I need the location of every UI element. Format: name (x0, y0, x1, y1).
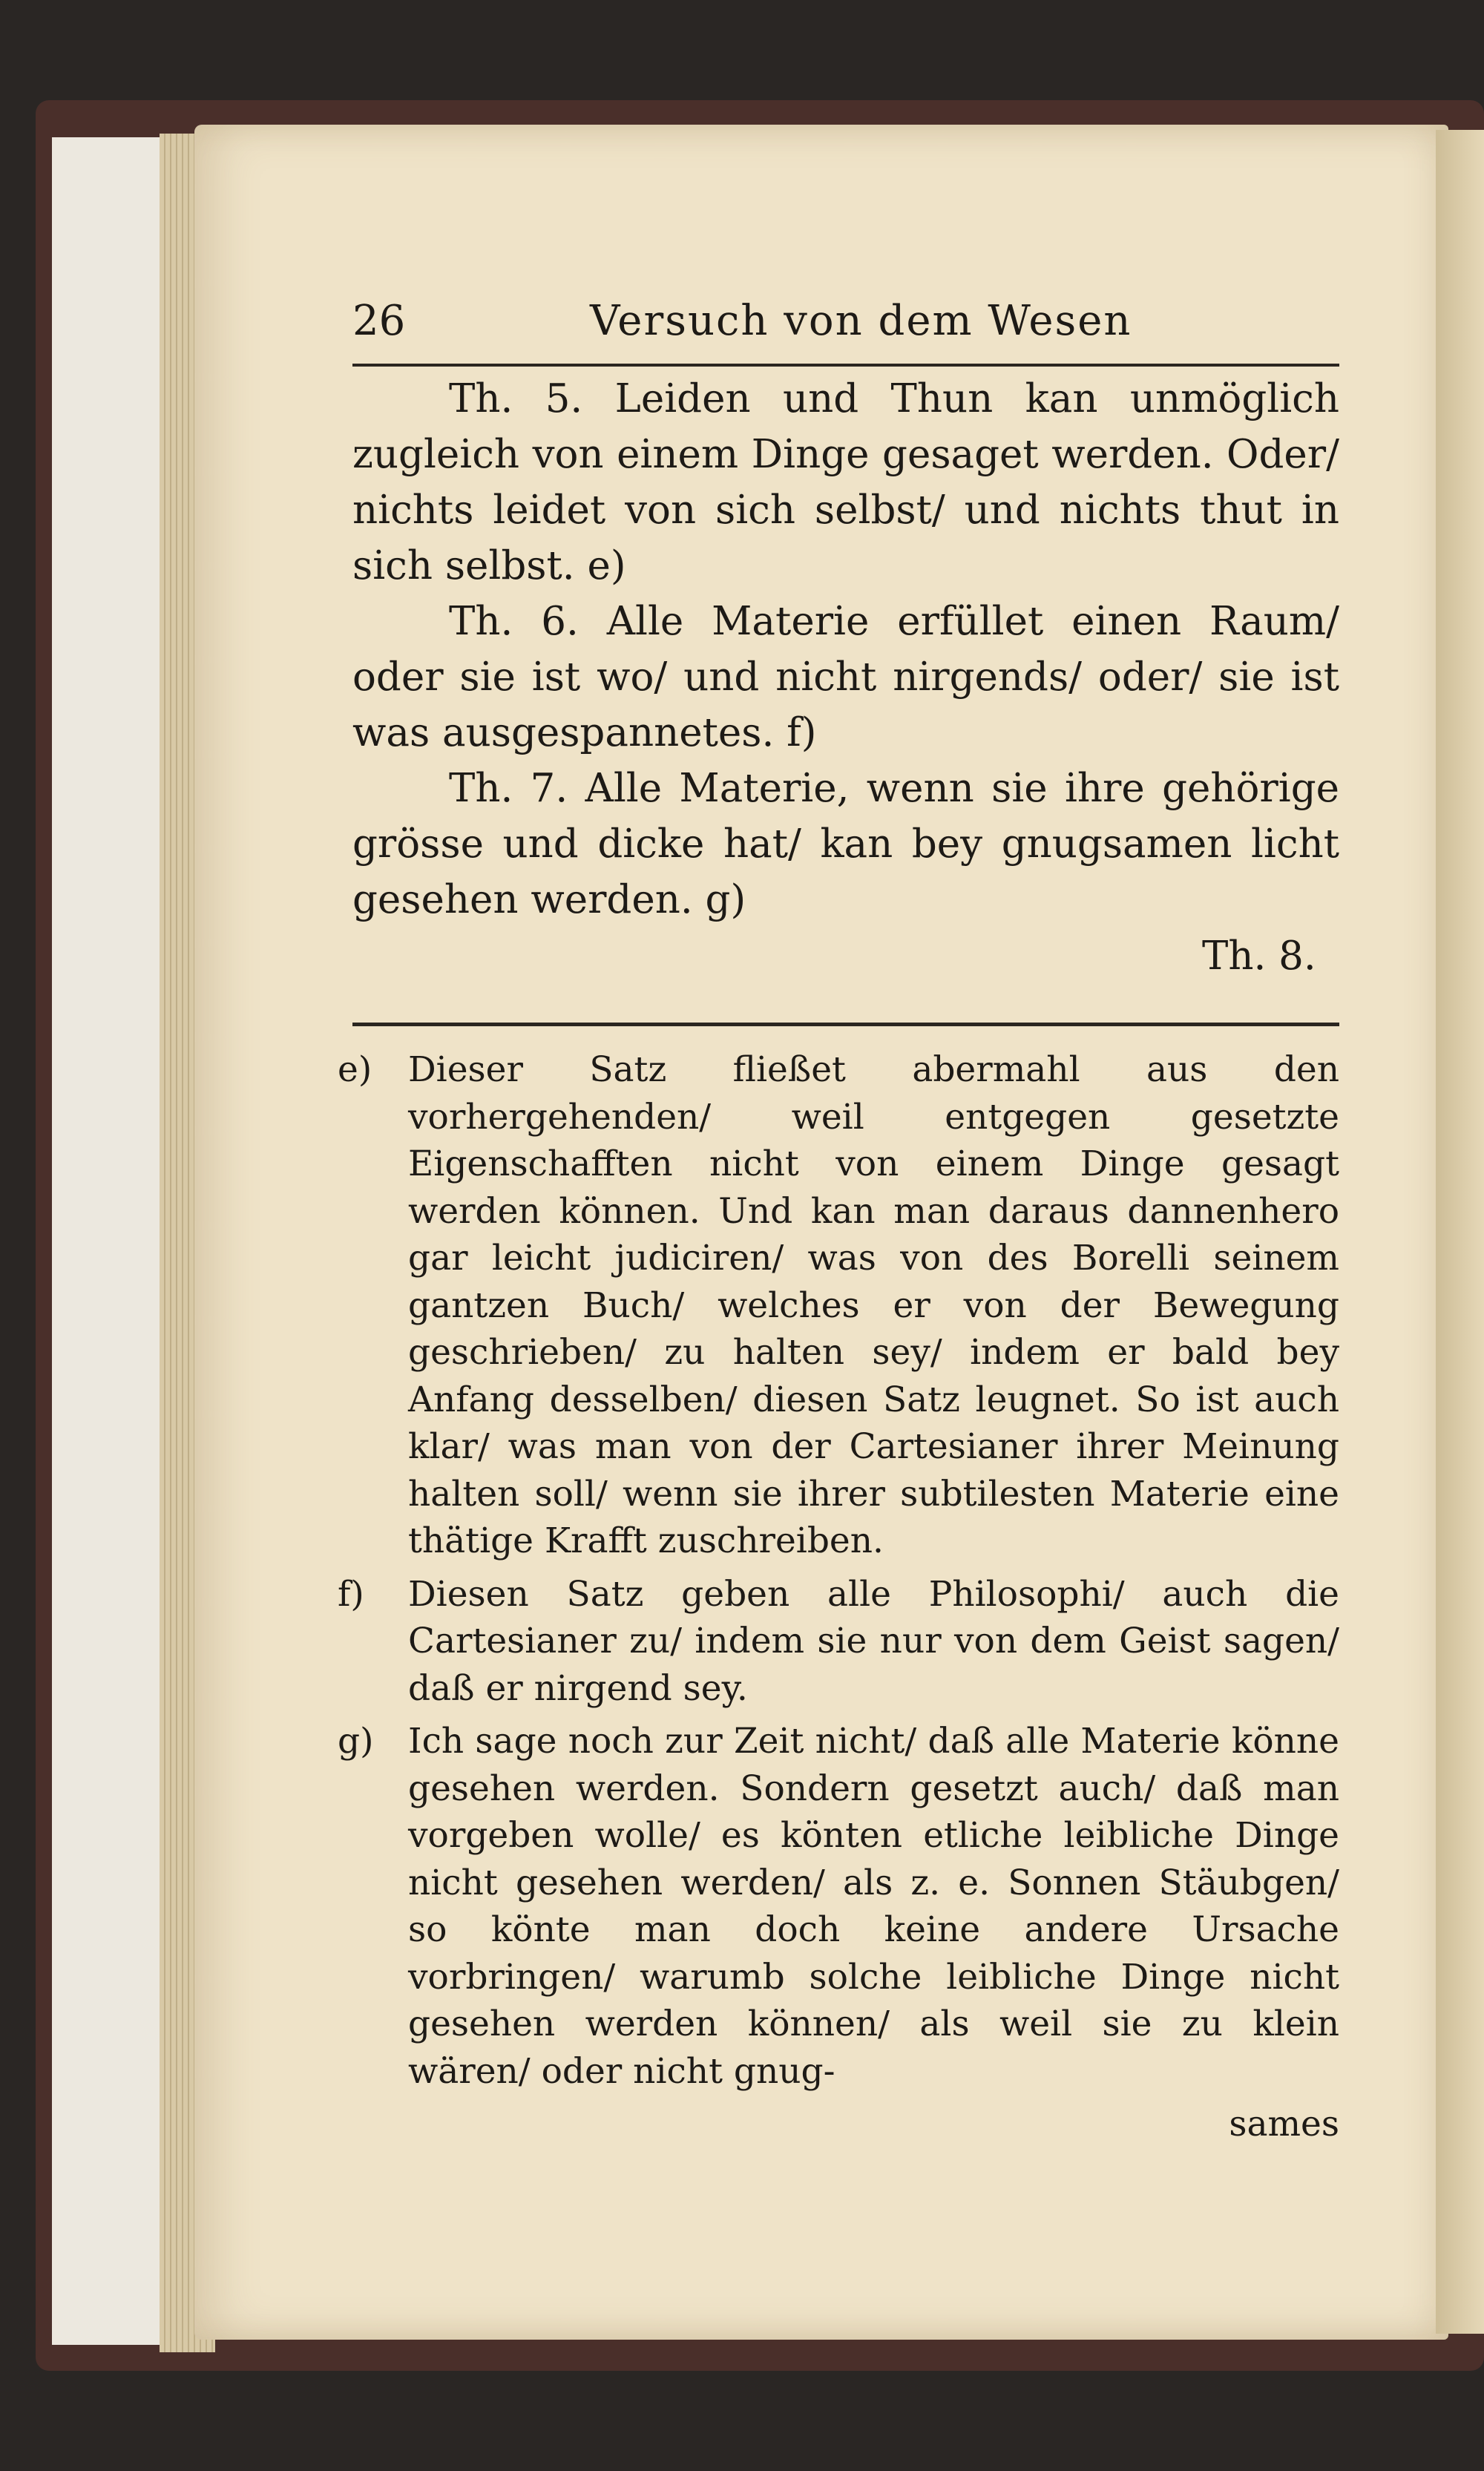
footnote-text: Ich sage noch zur Zeit nicht/ daß alle Materie könne gesehen werden. Sondern gesetzt auch/ daß man vorgeben wolle/ es könten etliche leibliche Dinge nicht gesehen werden/ als z. e. Sonnen Stäubgen/ so könte man doch keine andere Ursache vorbringen/ warumb solche leibliche Dinge nicht gesehen werden können/ als weil sie zu klein wären/ oder nicht gnug- (408, 1721, 1339, 2092)
running-title: Versuch von dem Wesen (590, 297, 1132, 345)
header-rule (352, 364, 1339, 367)
footnote-text: Diesen Satz geben alle Philosophi/ auch die Cartesianer zu/ indem sie nur von dem Geist sagen/ daß er nirgend sey. (408, 1573, 1339, 1709)
thesis-7: Th. 7. Alle Materie, wenn sie ihre gehörige grösse und dicke hat/ kan bey gnugsamen licht gesehen werden. g) (352, 766, 1339, 922)
footnote-rule (352, 1023, 1339, 1026)
footnote-g (338, 1718, 1339, 2095)
running-header (352, 297, 1339, 356)
thesis-6: Th. 6. Alle Materie erfüllet einen Raum/ oder sie ist wo/ und nicht nirgends/ oder/ sie ist was ausgespannetes. f) (352, 599, 1339, 755)
footnote-mark: f) (338, 1573, 364, 1615)
footnote-e (338, 1046, 1339, 1565)
flyleaf (52, 137, 163, 2345)
footnote-mark: g) (338, 1721, 374, 1762)
footnotes (338, 1046, 1339, 2148)
main-text (352, 371, 1339, 928)
footnote-f (338, 1571, 1339, 1713)
thesis-5: Th. 5. Leiden und Thun kan unmöglich zugleich von einem Dinge gesaget werden. Oder/ nichts leidet von sich selbst/ und nichts thut in sich selbst. e) (352, 376, 1339, 588)
facing-page-edge (1436, 130, 1484, 2334)
page-number: 26 (352, 297, 406, 345)
page-end-catchword: sames (1229, 2104, 1339, 2145)
catchword: Th. 8. (1202, 933, 1316, 979)
footnote-mark: e) (338, 1049, 372, 1090)
footnote-text: Dieser Satz fließet abermahl aus den vorhergehenden/ weil entgegen gesetzte Eigenschafften nicht von einem Dinge gesagt werden können. Und kan man daraus dannenhero gar leicht judiciren/ was von des Borelli seinem gantzen Buch/ welches er von der Bewegung geschrieben/ zu halten sey/ indem er bald bey Anfang desselben/ diesen Satz leugnet. So ist auch klar/ was man von der Cartesianer ihrer Meinung halten soll/ wenn sie ihrer subtilesten Materie eine thätige Krafft zuschreiben. (408, 1049, 1339, 1561)
